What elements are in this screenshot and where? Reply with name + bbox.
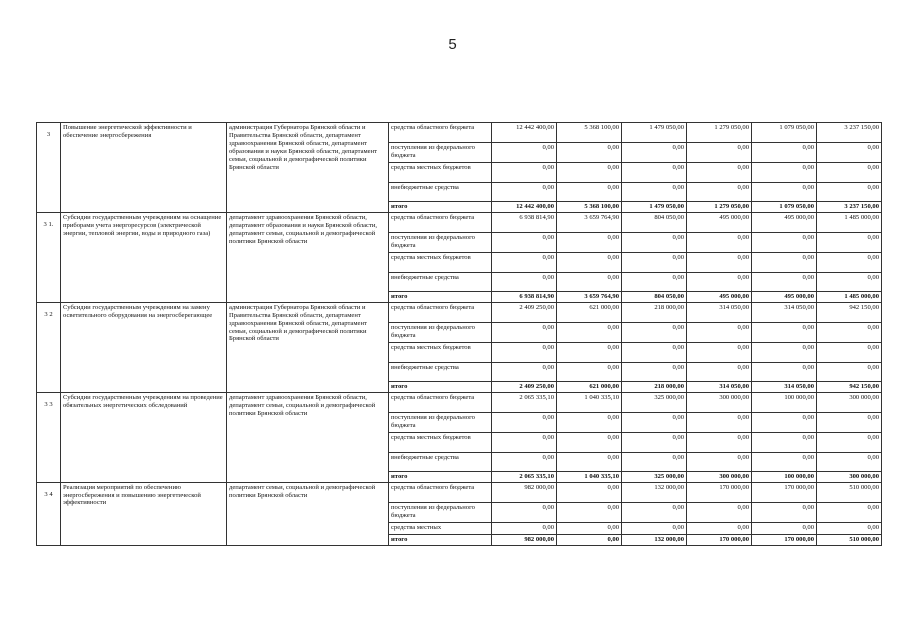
funding-value: 0,00: [492, 252, 557, 272]
funding-value: 0,00: [687, 163, 752, 183]
funding-value: 0,00: [622, 412, 687, 432]
funding-source: итого: [389, 471, 492, 482]
funding-value: 0,00: [492, 342, 557, 362]
funding-value: 0,00: [687, 272, 752, 291]
funding-value: 0,00: [622, 452, 687, 471]
funding-value: 132 000,00: [622, 482, 687, 502]
funding-value: 0,00: [817, 183, 882, 202]
funding-value: 0,00: [817, 272, 882, 291]
funding-value: 300 000,00: [817, 392, 882, 412]
item-number: 3 4: [37, 482, 61, 545]
funding-value: 0,00: [492, 232, 557, 252]
funding-value: 0,00: [557, 342, 622, 362]
table-row: [37, 392, 882, 412]
funding-value: 0,00: [817, 362, 882, 381]
funding-value: 325 000,00: [622, 392, 687, 412]
funding-value: 0,00: [492, 163, 557, 183]
funding-value: 0,00: [557, 482, 622, 502]
funding-source: внебюджетные средства: [389, 452, 492, 471]
item-number: 3: [37, 123, 61, 213]
funding-value: 495 000,00: [687, 291, 752, 302]
funding-value: 0,00: [752, 143, 817, 163]
funding-value: 300 000,00: [687, 471, 752, 482]
funding-source: итого: [389, 381, 492, 392]
funding-value: 0,00: [687, 232, 752, 252]
funding-source: внебюджетные средства: [389, 362, 492, 381]
funding-source: итого: [389, 291, 492, 302]
funding-value: 0,00: [687, 452, 752, 471]
funding-value: 12 442 400,00: [492, 202, 557, 213]
funding-value: 314 050,00: [687, 381, 752, 392]
funding-value: 1 479 050,00: [622, 202, 687, 213]
funding-value: 982 000,00: [492, 534, 557, 545]
funding-value: 0,00: [817, 452, 882, 471]
funding-value: 314 050,00: [752, 381, 817, 392]
item-name: Повышение энергетической эффективности и обеспечение энергосбережения: [61, 123, 227, 213]
item-executor: департамент здравоохранения Брянской области, департамент образования и науки Брянской области, департамент семьи, социальной и демографической политики Брянской области: [227, 212, 389, 302]
funding-value: 0,00: [687, 183, 752, 202]
page-number: 5: [448, 36, 457, 53]
funding-value: 170 000,00: [687, 482, 752, 502]
budget-table-body: [37, 123, 882, 546]
funding-value: 0,00: [752, 322, 817, 342]
item-number: 3 3: [37, 392, 61, 482]
funding-value: 495 000,00: [687, 212, 752, 232]
funding-value: 1 485 000,00: [817, 212, 882, 232]
funding-source: средства местных: [389, 522, 492, 534]
funding-source: средства областного бюджета: [389, 123, 492, 143]
funding-value: 132 000,00: [622, 534, 687, 545]
funding-value: 495 000,00: [752, 291, 817, 302]
funding-value: 1 040 335,10: [557, 471, 622, 482]
funding-value: 510 000,00: [817, 534, 882, 545]
item-number: 3 2: [37, 302, 61, 392]
funding-value: 1 040 335,10: [557, 392, 622, 412]
funding-source: средства областного бюджета: [389, 392, 492, 412]
funding-value: 3 659 764,90: [557, 212, 622, 232]
funding-value: 0,00: [492, 522, 557, 534]
funding-value: 0,00: [752, 362, 817, 381]
funding-value: 325 000,00: [622, 471, 687, 482]
funding-value: 621 000,00: [557, 302, 622, 322]
funding-value: 0,00: [817, 143, 882, 163]
funding-source: средства местных бюджетов: [389, 252, 492, 272]
funding-value: 0,00: [492, 272, 557, 291]
funding-value: 0,00: [557, 522, 622, 534]
funding-value: 2 409 250,00: [492, 381, 557, 392]
funding-value: 0,00: [622, 342, 687, 362]
funding-value: 0,00: [557, 502, 622, 522]
funding-source: внебюджетные средства: [389, 272, 492, 291]
table-row: [37, 302, 882, 322]
funding-value: 0,00: [557, 432, 622, 452]
funding-value: 0,00: [492, 143, 557, 163]
item-executor: администрация Губернатора Брянской области и Правительства Брянской области, департамент здравоохранения Брянской области, департамент образования и науки Брянской области, департамент семьи, социальной и демографической политики Брянской области: [227, 123, 389, 213]
funding-value: 314 050,00: [752, 302, 817, 322]
funding-source: средства областного бюджета: [389, 212, 492, 232]
funding-value: 942 150,00: [817, 302, 882, 322]
item-name: Субсидии государственным учреждениям на замену осветительного оборудования на энергосберегающее: [61, 302, 227, 392]
funding-source: поступления из федерального бюджета: [389, 502, 492, 522]
funding-value: 100 000,00: [752, 392, 817, 412]
funding-value: 0,00: [817, 252, 882, 272]
item-executor: департамент здравоохранения Брянской области, департамент семьи, социальной и демографической политики Брянской области: [227, 392, 389, 482]
funding-value: 0,00: [752, 232, 817, 252]
funding-value: 0,00: [687, 412, 752, 432]
funding-value: 3 659 764,90: [557, 291, 622, 302]
funding-value: 0,00: [622, 252, 687, 272]
funding-value: 0,00: [622, 183, 687, 202]
funding-value: 3 237 150,00: [817, 202, 882, 213]
funding-value: 0,00: [752, 412, 817, 432]
funding-value: 0,00: [687, 502, 752, 522]
funding-value: 2 409 250,00: [492, 302, 557, 322]
funding-value: 0,00: [492, 432, 557, 452]
funding-value: 100 000,00: [752, 471, 817, 482]
funding-value: 1 079 050,00: [752, 202, 817, 213]
funding-value: 2 065 335,10: [492, 471, 557, 482]
funding-value: 218 000,00: [622, 381, 687, 392]
funding-value: 0,00: [817, 522, 882, 534]
funding-value: 0,00: [622, 362, 687, 381]
item-name: Реализация мероприятий по обеспечению энергосбережения и повышению энергетической эффективности: [61, 482, 227, 545]
table-row: [37, 482, 882, 502]
funding-source: поступления из федерального бюджета: [389, 143, 492, 163]
funding-value: 982 000,00: [492, 482, 557, 502]
funding-source: итого: [389, 202, 492, 213]
funding-value: 0,00: [492, 452, 557, 471]
item-executor: департамент семьи, социальной и демографической политики Брянской области: [227, 482, 389, 545]
funding-value: 0,00: [622, 432, 687, 452]
funding-value: 0,00: [687, 322, 752, 342]
funding-value: 942 150,00: [817, 381, 882, 392]
funding-value: 1 279 050,00: [687, 202, 752, 213]
funding-value: 0,00: [752, 502, 817, 522]
funding-value: 0,00: [622, 322, 687, 342]
table-row: [37, 212, 882, 232]
item-name: Субсидии государственным учреждениям на оснащение приборами учета энергоресурсов (электрической энергии, тепловой энергии, воды и природного газа): [61, 212, 227, 302]
funding-value: 0,00: [492, 412, 557, 432]
item-name: Субсидии государственным учреждениям на проведение обязательных энергетических обследований: [61, 392, 227, 482]
funding-value: 0,00: [622, 502, 687, 522]
table-row: [37, 123, 882, 143]
funding-value: 0,00: [622, 232, 687, 252]
funding-source: средства местных бюджетов: [389, 432, 492, 452]
funding-value: 0,00: [817, 232, 882, 252]
funding-value: 0,00: [557, 143, 622, 163]
funding-source: средства местных бюджетов: [389, 342, 492, 362]
funding-value: 0,00: [817, 412, 882, 432]
item-number: 3 1.: [37, 212, 61, 302]
funding-value: 510 000,00: [817, 482, 882, 502]
funding-value: 0,00: [557, 183, 622, 202]
funding-value: 5 368 100,00: [557, 123, 622, 143]
funding-value: 804 050,00: [622, 212, 687, 232]
funding-value: 12 442 400,00: [492, 123, 557, 143]
funding-value: 621 000,00: [557, 381, 622, 392]
funding-value: 1 279 050,00: [687, 123, 752, 143]
funding-source: внебюджетные средства: [389, 183, 492, 202]
funding-value: 0,00: [492, 183, 557, 202]
funding-value: 0,00: [752, 163, 817, 183]
funding-value: 0,00: [687, 432, 752, 452]
funding-value: 0,00: [557, 252, 622, 272]
funding-value: 0,00: [687, 143, 752, 163]
funding-value: 0,00: [752, 342, 817, 362]
funding-source: поступления из федерального бюджета: [389, 232, 492, 252]
funding-value: 0,00: [752, 522, 817, 534]
funding-value: 0,00: [687, 252, 752, 272]
funding-value: 300 000,00: [817, 471, 882, 482]
funding-value: 170 000,00: [687, 534, 752, 545]
funding-value: 0,00: [817, 163, 882, 183]
funding-value: 0,00: [817, 432, 882, 452]
funding-value: 1 079 050,00: [752, 123, 817, 143]
funding-value: 0,00: [817, 322, 882, 342]
funding-value: 0,00: [752, 183, 817, 202]
funding-value: 6 938 814,90: [492, 212, 557, 232]
funding-value: 0,00: [817, 342, 882, 362]
funding-value: 0,00: [557, 412, 622, 432]
funding-value: 0,00: [687, 342, 752, 362]
funding-value: 0,00: [557, 362, 622, 381]
funding-value: 0,00: [622, 272, 687, 291]
funding-value: 300 000,00: [687, 392, 752, 412]
funding-value: 0,00: [687, 362, 752, 381]
funding-value: 1 479 050,00: [622, 123, 687, 143]
funding-value: 0,00: [622, 143, 687, 163]
funding-value: 0,00: [492, 322, 557, 342]
funding-source: средства местных бюджетов: [389, 163, 492, 183]
funding-source: итого: [389, 534, 492, 545]
funding-source: поступления из федерального бюджета: [389, 322, 492, 342]
funding-value: 495 000,00: [752, 212, 817, 232]
funding-value: 218 000,00: [622, 302, 687, 322]
funding-value: 0,00: [622, 522, 687, 534]
funding-value: 0,00: [687, 522, 752, 534]
funding-value: 0,00: [557, 452, 622, 471]
funding-value: 314 050,00: [687, 302, 752, 322]
funding-value: 0,00: [557, 232, 622, 252]
funding-source: средства областного бюджета: [389, 302, 492, 322]
funding-value: 1 485 000,00: [817, 291, 882, 302]
funding-value: 0,00: [622, 163, 687, 183]
funding-value: 5 368 100,00: [557, 202, 622, 213]
funding-value: 0,00: [752, 452, 817, 471]
funding-value: 0,00: [752, 252, 817, 272]
funding-value: 2 065 335,10: [492, 392, 557, 412]
funding-value: 0,00: [492, 502, 557, 522]
funding-value: 0,00: [492, 362, 557, 381]
funding-value: 0,00: [752, 432, 817, 452]
item-executor: администрация Губернатора Брянской области и Правительства Брянской области, департамент здравоохранения Брянской области, департамент семьи, социальной и демографической политики Брянской области: [227, 302, 389, 392]
funding-value: 170 000,00: [752, 534, 817, 545]
funding-value: 0,00: [817, 502, 882, 522]
funding-source: средства областного бюджета: [389, 482, 492, 502]
funding-value: 0,00: [557, 163, 622, 183]
funding-value: 0,00: [557, 534, 622, 545]
funding-value: 6 938 814,90: [492, 291, 557, 302]
funding-value: 804 050,00: [622, 291, 687, 302]
funding-value: 0,00: [752, 272, 817, 291]
funding-value: 170 000,00: [752, 482, 817, 502]
funding-value: 0,00: [557, 322, 622, 342]
funding-source: поступления из федерального бюджета: [389, 412, 492, 432]
funding-value: 0,00: [557, 272, 622, 291]
budget-table: [36, 122, 882, 546]
funding-value: 3 237 150,00: [817, 123, 882, 143]
